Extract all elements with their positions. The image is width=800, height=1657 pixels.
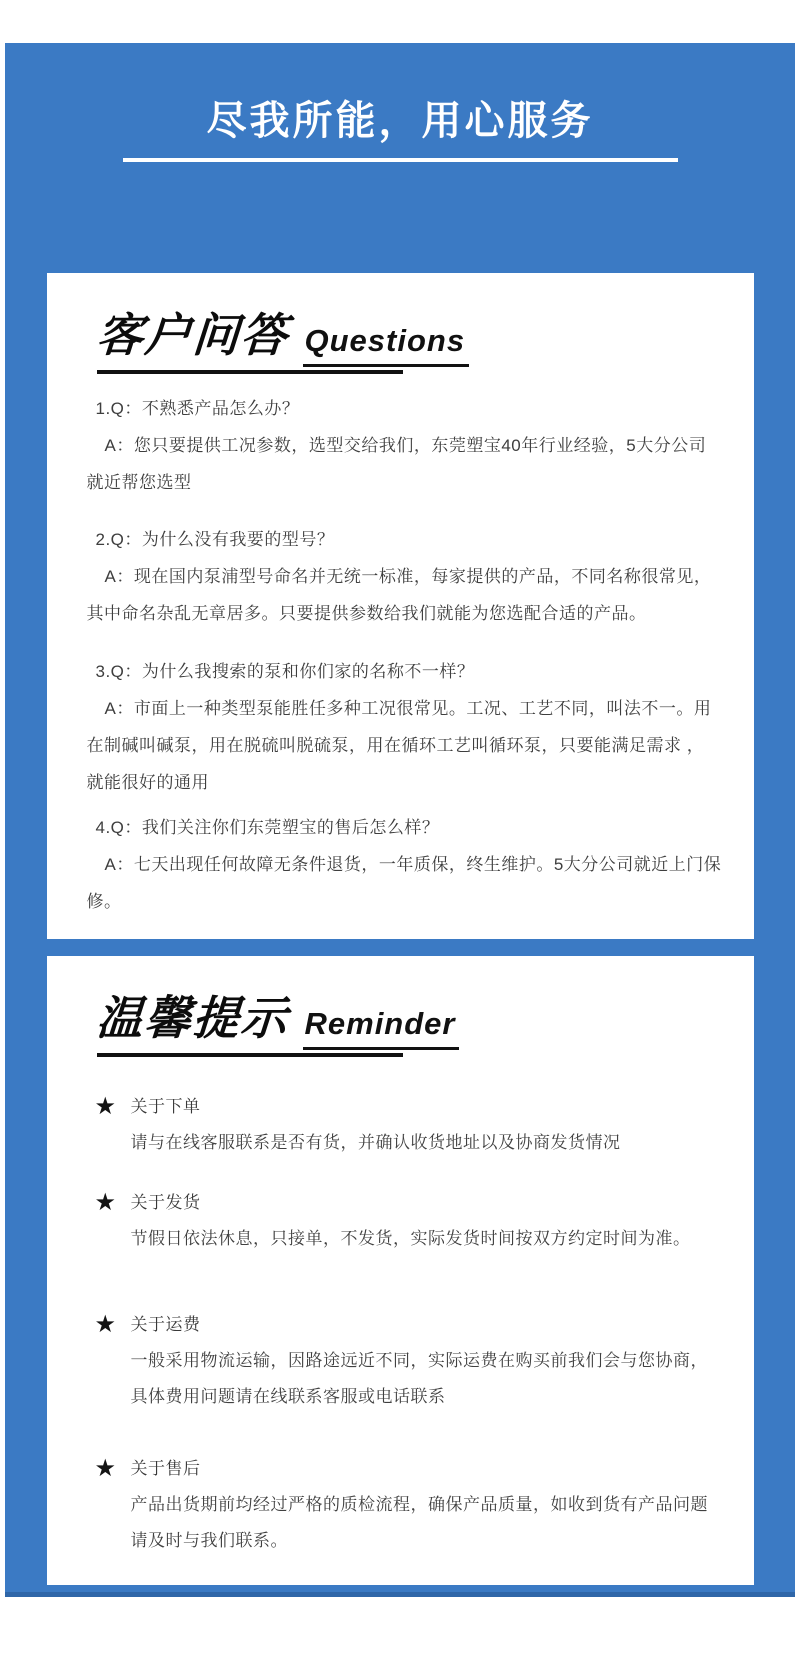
blue-background-panel xyxy=(5,43,795,1597)
reminder-title-chinese: 温馨提示 xyxy=(94,992,291,1044)
reminder-item-title: 关于下单 xyxy=(130,1097,201,1116)
qa-question: 1.Q：不熟悉产品怎么办？ xyxy=(95,399,300,418)
qa-item-3 xyxy=(87,653,722,801)
qa-title-chinese: 客户问答 xyxy=(94,309,291,361)
star-icon: ★ xyxy=(94,1311,117,1338)
reminder-item-title: 关于售后 xyxy=(130,1459,201,1478)
reminder-item-title: 关于运费 xyxy=(130,1315,201,1334)
reminder-item-3 xyxy=(87,1307,722,1415)
reminder-item-2 xyxy=(87,1185,722,1257)
reminder-item-4 xyxy=(87,1451,722,1559)
qa-card-title xyxy=(94,299,722,367)
star-icon: ★ xyxy=(94,1455,117,1482)
qa-card xyxy=(47,273,754,939)
qa-item-2 xyxy=(87,521,722,632)
qa-item-1 xyxy=(87,390,722,501)
reminder-item-body: 节假日依法休息，只接单，不发货，实际发货时间按双方约定时间为准。 xyxy=(130,1229,691,1248)
reminder-item-1 xyxy=(87,1089,722,1161)
qa-answer: A：您只要提供工况参数，选型交给我们，东莞塑宝40年行业经验，5大分公司就近帮您选型 xyxy=(86,436,707,492)
qa-title-underline xyxy=(97,370,403,374)
reminder-content xyxy=(131,1089,722,1161)
page-title: 尽我所能，用心服务 xyxy=(206,99,594,143)
header-underline xyxy=(123,158,678,162)
qa-question: 2.Q：为什么没有我要的型号？ xyxy=(95,530,335,549)
reminder-content xyxy=(131,1451,722,1559)
reminder-item-title: 关于发货 xyxy=(130,1193,201,1212)
qa-answer: A：现在国内泵浦型号命名并无统一标准，每家提供的产品，不同名称很常见，其中命名杂乱无章居多。只要提供参数给我们就能为您选配合适的产品。 xyxy=(86,567,712,623)
reminder-item-body: 请与在线客服联系是否有货，并确认收货地址以及协商发货情况 xyxy=(130,1133,621,1152)
reminder-item-body: 产品出货期前均经过严格的质检流程，确保产品质量，如收到货有产品问题请及时与我们联系。 xyxy=(130,1495,708,1550)
qa-question: 4.Q：我们关注你们东莞塑宝的售后怎么样？ xyxy=(95,818,440,837)
reminder-item-body: 一般采用物流运输，因路途远近不同，实际运费在购买前我们会与您协商，具体费用问题请在线联系客服或电话联系 xyxy=(130,1351,708,1406)
reminder-title-underline xyxy=(97,1053,403,1057)
reminder-title-english: Reminder xyxy=(303,1006,460,1050)
star-icon: ★ xyxy=(94,1093,117,1120)
reminder-card xyxy=(47,956,754,1585)
qa-question: 3.Q：为什么我搜索的泵和你们家的名称不一样？ xyxy=(95,662,475,681)
reminder-card-title xyxy=(94,982,722,1050)
star-icon: ★ xyxy=(94,1189,117,1216)
reminder-content xyxy=(131,1185,722,1257)
qa-title-english: Questions xyxy=(303,323,470,367)
reminder-content xyxy=(131,1307,722,1415)
qa-answer: A：市面上一种类型泵能胜任多种工况很常见。工况、工艺不同，叫法不一。用在制碱叫碱泵，用在脱硫叫脱硫泵，用在循环工艺叫循环泵，只要能满足需求 ，就能很好的通用 xyxy=(86,699,712,792)
qa-item-4 xyxy=(87,809,722,920)
qa-answer: A：七天出现任何故障无条件退货，一年质保，终生维护。5大分公司就近上门保修。 xyxy=(86,855,722,911)
